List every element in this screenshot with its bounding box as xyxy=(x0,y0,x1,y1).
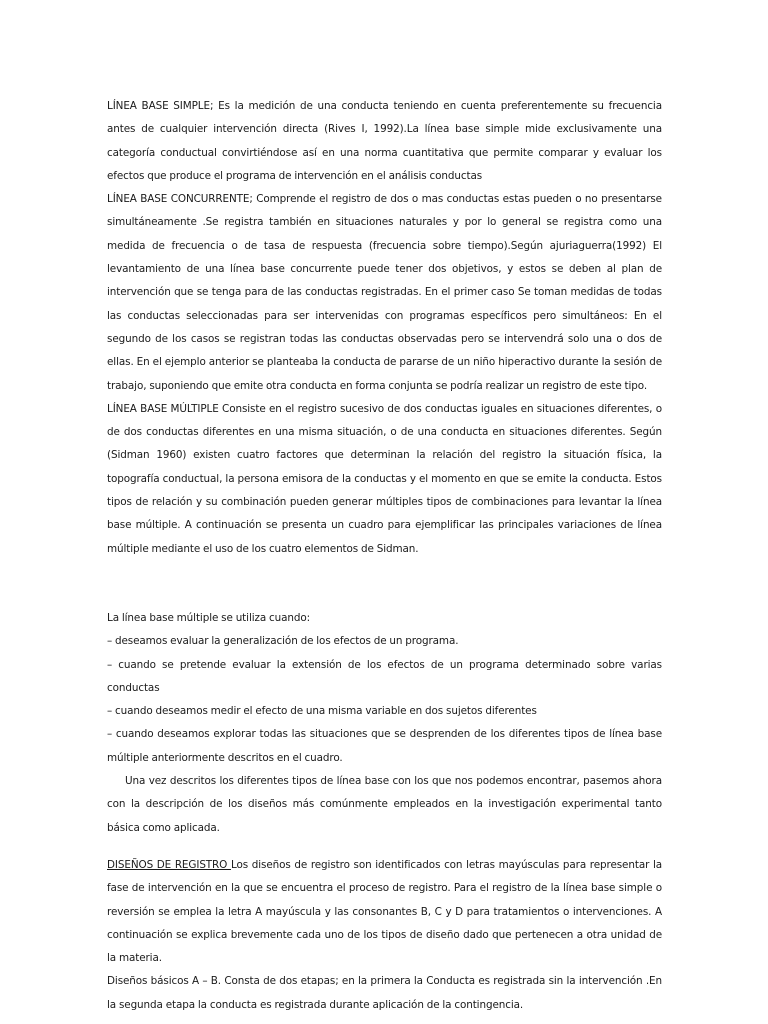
paragraph-linea-base-multiple xyxy=(107,398,662,561)
heading-linea-base-simple: LÍNEA BASE SIMPLE; xyxy=(107,100,214,112)
paragraph-disenos-basicos: Diseños básicos A – B. Consta de dos etapas; en la primera la Conducta es registrada sin la intervención .En la segunda etapa la conducta es registrada durante aplicación de la contingencia. xyxy=(107,975,662,1011)
list-item: – cuando deseamos explorar todas las situaciones que se desprenden de los diferentes tipos de línea base múltiple anteriormente descritos en el cuadro. xyxy=(107,728,662,764)
heading-linea-base-concurrente: LÍNEA BASE CONCURRENTE; xyxy=(107,193,253,206)
body-linea-base-simple: Es la medición de una conducta teniendo en cuenta preferentemente su frecuencia antes de cualquier intervención directa (Rives I, 1992).La línea base simple mide exclusivamente una categoría conductual convirtiéndose así en una norma cuantitativa que permite comparar y evaluar los efectos que produce el programa de intervención en el análisis conductas xyxy=(107,100,662,182)
spacer xyxy=(107,561,662,607)
list-intro: La línea base múltiple se utiliza cuando: xyxy=(107,611,311,624)
paragraph-disenos-de-registro xyxy=(107,854,662,970)
document-page xyxy=(107,95,662,1017)
list-item: – cuando se pretende evaluar la extensión de los efectos de un programa determinado sobre varias conductas xyxy=(107,658,662,694)
heading-disenos-de-registro: DISEÑOS DE REGISTRO xyxy=(107,858,231,871)
paragraph-linea-base-concurrente xyxy=(107,188,662,398)
list-item: – deseamos evaluar la generalización de los efectos de un programa. xyxy=(107,635,459,648)
heading-linea-base-multiple: LÍNEA BASE MÚLTIPLE xyxy=(107,402,219,415)
spacer xyxy=(107,840,662,854)
body-linea-base-concurrente: Comprende el registro de dos o mas conductas estas pueden o no presentarse simultáneamente .Se registra también en situaciones naturales y por lo general se registra como una medida de frecuencia o de tasa de respuesta (frecuencia sobre tiempo).Según ajuriaguerra(1992) El levantamiento de una línea base concurrente puede tener dos objetivos, y estos se deben al plan de intervención que se tenga para de las conductas registradas. En el primer caso Se toman medidas de todas las conductas seleccionadas para ser intervenidas con programas específicos pero simultáneos: En el segundo de los casos se registran todas las conductas observadas pero se intervendrá solo una o dos de ellas. En el ejemplo anterior se planteaba la conducta de pararse de un niño hiperactivo durante la sesión de trabajo, suponiendo que emite otra conducta en forma conjunta se podría realizar un registro de este tipo. xyxy=(107,193,662,392)
body-disenos-de-registro: Los diseños de registro son identificados con letras mayúsculas para representar la fase de intervención en la que se encuentra el proceso de registro. Para el registro de la línea base simple o reversión se emplea la letra A mayúscula y las consonantes B, C y D para tratamientos o intervenciones. A continuación se explica brevemente cada uno de los tipos de diseño dado que pertenecen a otra unidad de la materia. xyxy=(107,858,662,965)
paragraph-linea-base-simple xyxy=(107,95,662,188)
paragraph-transition: Una vez descritos los diferentes tipos de línea base con los que nos podemos encontrar, pasemos ahora con la descripción de los diseños más comúnmente empleados en la investigación experimental tanto básica como aplicada. xyxy=(107,775,662,834)
body-linea-base-multiple: Consiste en el registro sucesivo de dos conductas iguales en situaciones diferentes, o de dos conductas diferentes en una misma situación, o de una conducta en situaciones diferentes. Según (Sidman 1960) existen cuatro factores que determinan la relación del registro la situación física, la topografía conductual, la persona emisora de la conductas y el momento en que se emite la conducta. Estos tipos de relación y su combinación pueden generar múltiples tipos de combinaciones para levantar la línea base múltiple. A continuación se presenta un cuadro para ejemplificar las principales variaciones de línea múltiple mediante el uso de los cuatro elementos de Sidman. xyxy=(107,402,663,555)
list-item: – cuando deseamos medir el efecto de una misma variable en dos sujetos diferentes xyxy=(107,705,537,718)
